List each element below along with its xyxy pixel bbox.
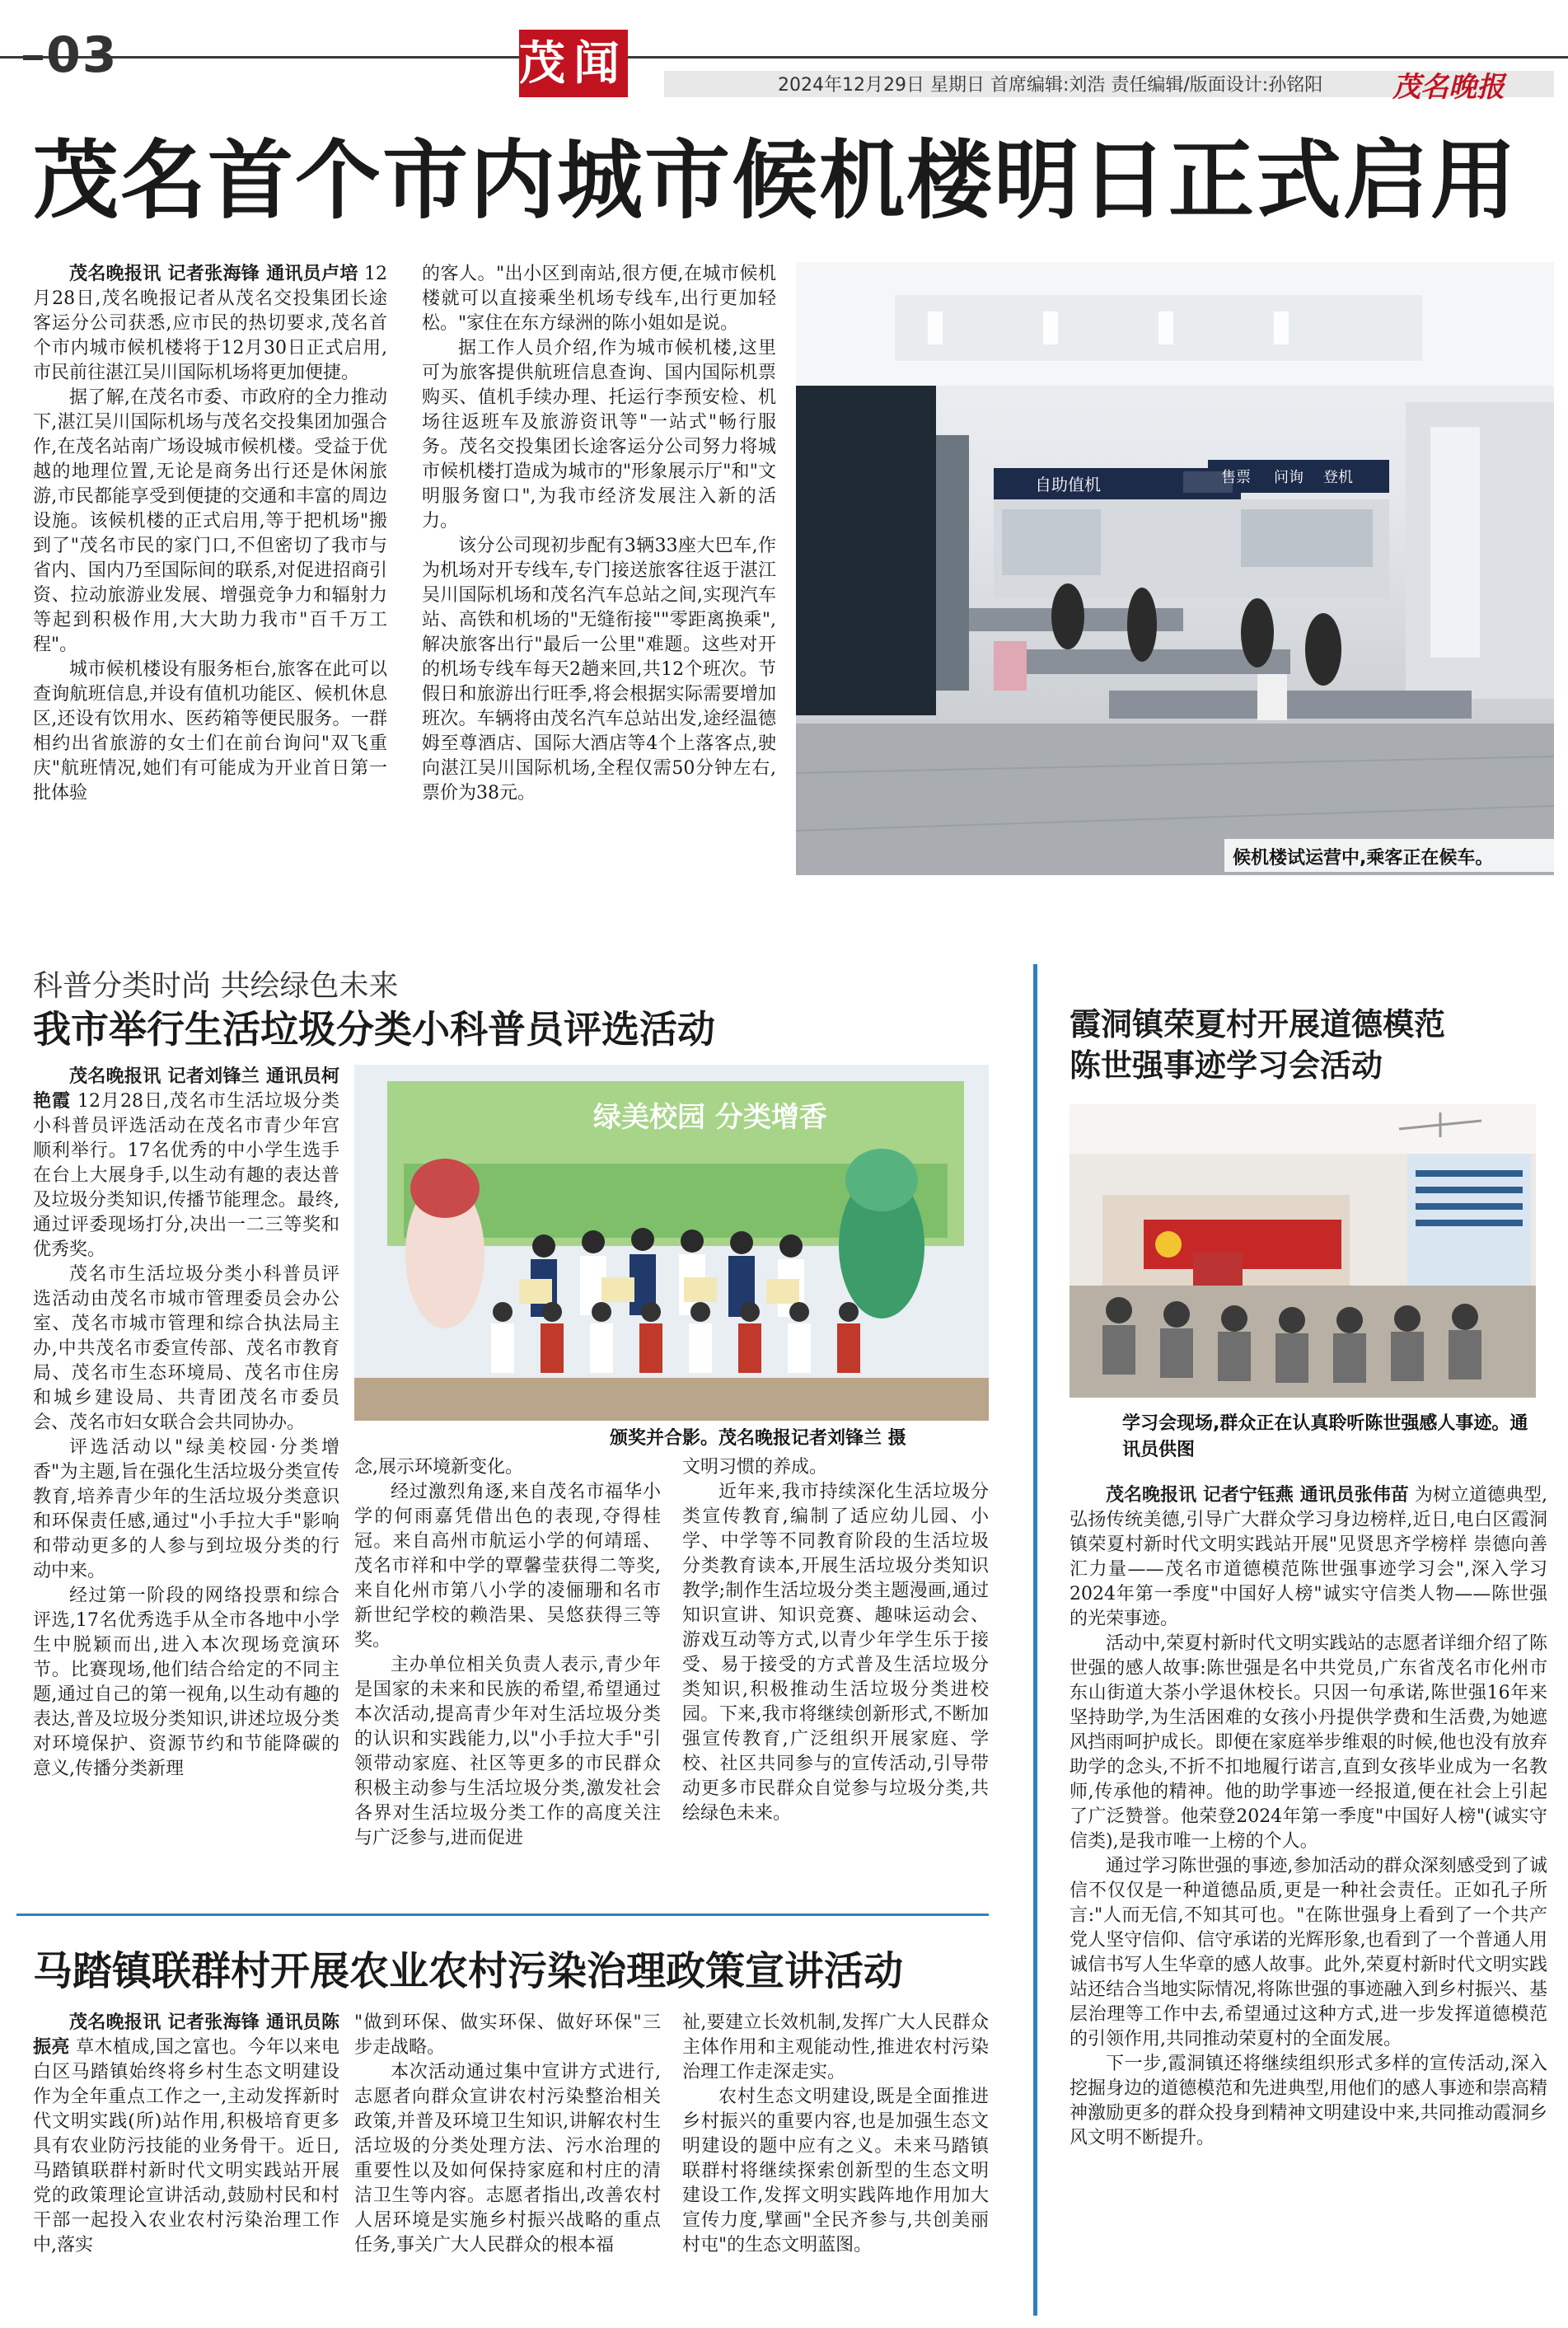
article3-side-rule bbox=[1033, 964, 1037, 2316]
article1-para: 据了解,在茂名市委、市政府的全力推动下,湛江吴川国际机场与茂名交投集团加强合作,在茂名站南广场设城市候机楼。受益于优越的地理位置,无论是商务出行还是休闲旅游,市民都能享受到便捷的交通和丰富的周边设施。该候机楼的正式启用,等于把机场"搬到了"茂名市民的家门口,不但密切了我市与省内、国内乃至国际间的联系,对促进招商引资、拉动旅游业发展、增强竞争力和辐射力等起到积极作用,大大助力我市"百千万工程"。 bbox=[33, 387, 387, 655]
article3-para: 活动中,荣夏村新时代文明实践站的志愿者详细介绍了陈世强的感人故事:陈世强是名中共党员,广东省茂名市化州市东山街道大荼小学退休校长。只因一句承诺,陈世强16年来坚持助学,为生活困难的女孩小丹提供学费和生活费,为她遮风挡雨呵护成长。即便在家庭举步维艰的时候,他也没有放弃助学的念头,不折不扣地履行诺言,直到女孩毕业成为一名教师,传承他的精神。他的助学事迹一经报道,便在社会上引起了广泛赞誉。他荣登2024年第一季度"中国好人榜"(诚实守信类),是我市唯一上榜的个人。 bbox=[1070, 1633, 1547, 1852]
article2-para: 经过激烈角逐,来自茂名市福华小学的何雨嘉凭借出色的表现,夺得桂冠。来自高州市航运小学的何靖瑶、茂名市祥和中学的覃馨莹获得二等奖,来自化州市第八小学的凌俪珊和名市新世纪学校的赖浩果、吴悠获得三等奖。 bbox=[354, 1482, 661, 1651]
article3-para: 下一步,霞洞镇还将继续组织形式多样的宣传活动,深入挖掘身边的道德模范和先进典型,用他们的感人事迹和崇高精神激励更多的群众投身到精神文明建设中来,共同推动霞洞乡风文明不断提升。 bbox=[1070, 2054, 1547, 2148]
article3-para: 为树立道德典型,弘扬传统美德,引导广大群众学习身边榜样,近日,电白区霞洞镇荣夏村新时代文明实践站开展"见贤思齐学榜样 崇德向善汇力量——茂名市道德模范陈世强事迹学习会",深入学习2024年第一季度"中国好人榜"诚实守信类人物——陈世强的光荣事迹。 bbox=[1070, 1485, 1548, 1629]
award-banner-text: 绿美校园 分类增香 bbox=[593, 1101, 827, 1134]
article1-headline: 茂名首个市内城市候机楼明日正式启用 bbox=[33, 130, 1519, 231]
sign-boarding: 登机 bbox=[1323, 469, 1353, 486]
article2-para: 近年来,我市持续深化生活垃圾分类宣传教育,编制了适应幼儿园、小学、中学等不同教育阶段的生活垃圾分类教育读本,开展生活垃圾分类知识教学;制作生活垃圾分类主题漫画,通过知识宣讲、知识竞赛、趣味运动会、游戏互动等方式,以青少年学生乐于接受、易于接受的方式普及生活垃圾分类知识,积极推动生活垃圾分类进校园。下来,我市将继续创新形式,不断加强宣传教育,广泛组织开展家庭、学校、社区共同参与的宣传活动,引导带动更多市民群众自觉参与垃圾分类,共绘绿色未来。 bbox=[682, 1482, 989, 1824]
article2-col1 bbox=[33, 1065, 339, 1782]
sign-self-checkin: 自助值机 bbox=[1035, 475, 1101, 494]
sign-inquiry: 问询 bbox=[1274, 469, 1304, 486]
brand-logo: 茂名晚报 bbox=[1392, 71, 1505, 104]
article3-headline-line1: 霞洞镇荣夏村开展道德模范 bbox=[1070, 1006, 1446, 1042]
award-illustration bbox=[354, 1065, 989, 1421]
article2-col2 bbox=[354, 1455, 661, 1851]
article1-para: 12月28日,茂名晚报记者从茂名交投集团长途客运分公司获悉,应市民的热切要求,茂名首个市内城市候机楼将于12月30日正式启用,市民前往湛江吴川国际机场将更加便捷。 bbox=[33, 264, 387, 383]
article2-para: 文明习惯的养成。 bbox=[682, 1457, 828, 1478]
article1-col2 bbox=[422, 262, 776, 806]
article4-col1 bbox=[33, 2011, 339, 2258]
article1-byline: 茂名晚报讯 记者张海锋 通讯员卢培 bbox=[69, 264, 358, 284]
article2-photo-caption: 颁奖并合影。茂名晚报记者刘锋兰 摄 bbox=[610, 1428, 906, 1449]
article2-col3 bbox=[682, 1455, 989, 1826]
article3-headline-line2: 陈世强事迹学习会活动 bbox=[1070, 1047, 1383, 1084]
dateline: 2024年12月29日 星期日 首席编辑:刘浩 责任编辑/版面设计:孙铭阳 bbox=[778, 75, 1323, 96]
lecture-photo bbox=[1070, 1104, 1536, 1398]
article1-para: 城市候机楼设有服务柜台,旅客在此可以查询航班信息,并设有值机功能区、候机休息区,还设有饮用水、医药箱等便民服务。一群相约出省旅游的女士们在前台询问"双飞重庆"航班情况,她们有可能成为开业首日第一批体验 bbox=[33, 659, 387, 803]
article4-para: "做到环保、做实环保、做好环保"三步走战略。 bbox=[354, 2012, 661, 2058]
article4-top-rule bbox=[16, 1913, 989, 1916]
lecture-illustration bbox=[1070, 1104, 1536, 1398]
article4-col2 bbox=[354, 2011, 661, 2258]
article1-para: 的客人。"出小区到南站,很方便,在城市候机楼就可以直接乘坐机场专线车,出行更加轻松。"家住在东方绿洲的陈小姐如是说。 bbox=[422, 264, 776, 334]
article1-col1 bbox=[33, 262, 387, 806]
article2-para: 念,展示环境新变化。 bbox=[354, 1457, 523, 1478]
article2-para: 12月28日,茂名市生活垃圾分类小科普员评选活动在茂名市青少年宫顺利举行。17名优秀的中小学生选手在台上大展身手,以生动有趣的表达普及垃圾分类知识,传播节能理念。最终,通过评委现场打分,决出一二三等奖和优秀奖。 bbox=[33, 1091, 339, 1260]
article2-headline: 我市举行生活垃圾分类小科普员评选活动 bbox=[33, 1007, 715, 1052]
article4-para: 祉,要建立长效机制,发挥广大人民群众主体作用和主观能动性,推进农村污染治理工作走深走实。 bbox=[682, 2012, 989, 2082]
award-photo bbox=[354, 1065, 989, 1421]
header-rule bbox=[0, 56, 1568, 59]
article3-body bbox=[1070, 1483, 1547, 2151]
article2-para: 经过第一阶段的网络投票和综合评选,17名优秀选手从全市各地中小学生中脱颖而出,进入本次现场竞演环节。比赛现场,他们结合给定的不同主题,通过自己的第一视角,以生动有趣的表达,普及垃圾分类知识,讲述垃圾分类对环境保护、资源节约和节能降碳的意义,传播分类新理 bbox=[33, 1586, 339, 1779]
sign-tickets: 售票 bbox=[1221, 469, 1251, 486]
article3-photo-caption: 学习会现场,群众正在认真聆听陈世强感人事迹。通讯员供图 bbox=[1122, 1413, 1528, 1460]
article4-headline: 马踏镇联群村开展农业农村污染治理政策宣讲活动 bbox=[33, 1948, 904, 1994]
article4-para: 草木植成,国之富也。今年以来电白区马踏镇始终将乡村生态文明建设作为全年重点工作之一,主动发挥新时代文明实践(所)站作用,积极培育更多具有农业防污技能的业务骨干。近日,马踏镇联群村新时代文明实践站开展党的政策理论宣讲活动,鼓励村民和村干部一起投入农业农村污染治理工作中,落实 bbox=[33, 2037, 340, 2255]
article2-para: 评选活动以"绿美校园·分类增香"为主题,旨在强化生活垃圾分类宣传教育,培养青少年的生活垃圾分类意识和环保责任感,通过"小手拉大手"影响和带动更多的人参与到垃圾分类的行动中来。 bbox=[33, 1437, 339, 1581]
article2-para: 茂名市生活垃圾分类小科普员评选活动由茂名市城市管理委员会办公室、茂名市城市管理和综合执法局主办,中共茂名市委宣传部、茂名市教育局、茂名市生态环境局、茂名市住房和城乡建设局、共青团茂名市委员会、茂名市妇女联合会共同协办。 bbox=[33, 1264, 339, 1433]
article2-byline: 茂名晚报讯 记者刘锋兰 通讯员柯艳霞 bbox=[33, 1066, 339, 1112]
article4-byline: 茂名晚报讯 记者张海锋 通讯员陈振亮 bbox=[33, 2012, 339, 2058]
terminal-photo bbox=[796, 262, 1554, 875]
terminal-illustration bbox=[796, 262, 1554, 875]
article4-col3 bbox=[682, 2011, 989, 2258]
article4-para: 本次活动通过集中宣讲方式进行,志愿者向群众宣讲农村污染整治相关政策,并普及环境卫生知识,讲解农村生活垃圾的分类处理方法、污水治理的重要性以及如何保持家庭和村庄的清洁卫生等内容。志愿者指出,改善农村人居环境是实施乡村振兴战略的重点任务,事关广大人民群众的根本福 bbox=[354, 2062, 661, 2255]
page-number: 03 bbox=[23, 26, 119, 84]
article1-para: 据工作人员介绍,作为城市候机楼,这里可为旅客提供航班信息查询、国内国际机票购买、值机手续办理、托运行李预安检、机场往返班车及旅游资讯等"一站式"畅行服务。茂名交投集团长途客运分公司努力将城市候机楼打造成为城市的"形象展示厅"和"文明服务窗口",为我市经济发展注入新的活力。 bbox=[422, 338, 776, 532]
article1-para: 该分公司现初步配有3辆33座大巴车,作为机场对开专线车,专门接送旅客往返于湛江吴川国际机场和茂名汽车总站之间,实现汽车站、高铁和机场的"无缝衔接""零距离换乘",解决旅客出行"最后一公里"难题。这些对开的机场专线车每天2趟来回,共12个班次。节假日和旅游出行旺季,将会根据实际需要增加班次。车辆将由茂名汽车总站出发,途经温德姆至尊酒店、国际大酒店等4个上落客点,驶向湛江吴川国际机场,全程仅需50分钟左右,票价为38元。 bbox=[422, 536, 776, 803]
article3-para: 通过学习陈世强的事迹,参加活动的群众深刻感受到了诚信不仅仅是一种道德品质,更是一种社会责任。正如孔子所言:"人而无信,不知其可也。"在陈世强身上看到了一个共产党人坚守信仰、信守承诺的光辉形象,也看到了一个普通人用诚信书写人生华章的感人故事。此外,荣夏村新时代文明实践站还结合当地实际情况,将陈世强的事迹融入到乡村振兴、基层治理等工作中去,希望通过这种方式,进一步发挥道德模范的引领作用,共同推动荣夏村的全面发展。 bbox=[1070, 1856, 1547, 2049]
article4-para: 农村生态文明建设,既是全面推进乡村振兴的重要内容,也是加强生态文明建设的题中应有之义。未来马踏镇联群村将继续探索创新型的生态文明建设工作,发挥文明实践阵地作用加大宣传力度,擘画"全民齐参与,共创美丽村屯"的生态文明蓝图。 bbox=[682, 2087, 989, 2255]
article1-photo-caption: 候机楼试运营中,乘客正在候车。 bbox=[1224, 839, 1554, 872]
section-badge: 茂闻 bbox=[519, 30, 628, 97]
article2-para: 主办单位相关负责人表示,青少年是国家的未来和民族的希望,希望通过本次活动,提高青少年对生活垃圾分类的认识和实践能力,以"小手拉大手"引领带动家庭、社区等更多的市民群众积极主动参与生活垃圾分类,激发社会各界对生活垃圾分类工作的高度关注与广泛参与,进而促进 bbox=[354, 1655, 661, 1848]
article3-byline: 茂名晚报讯 记者宁钰燕 通讯员张伟苗 bbox=[1106, 1485, 1409, 1506]
article2-subtitle: 科普分类时尚 共绘绿色未来 bbox=[33, 969, 399, 1003]
